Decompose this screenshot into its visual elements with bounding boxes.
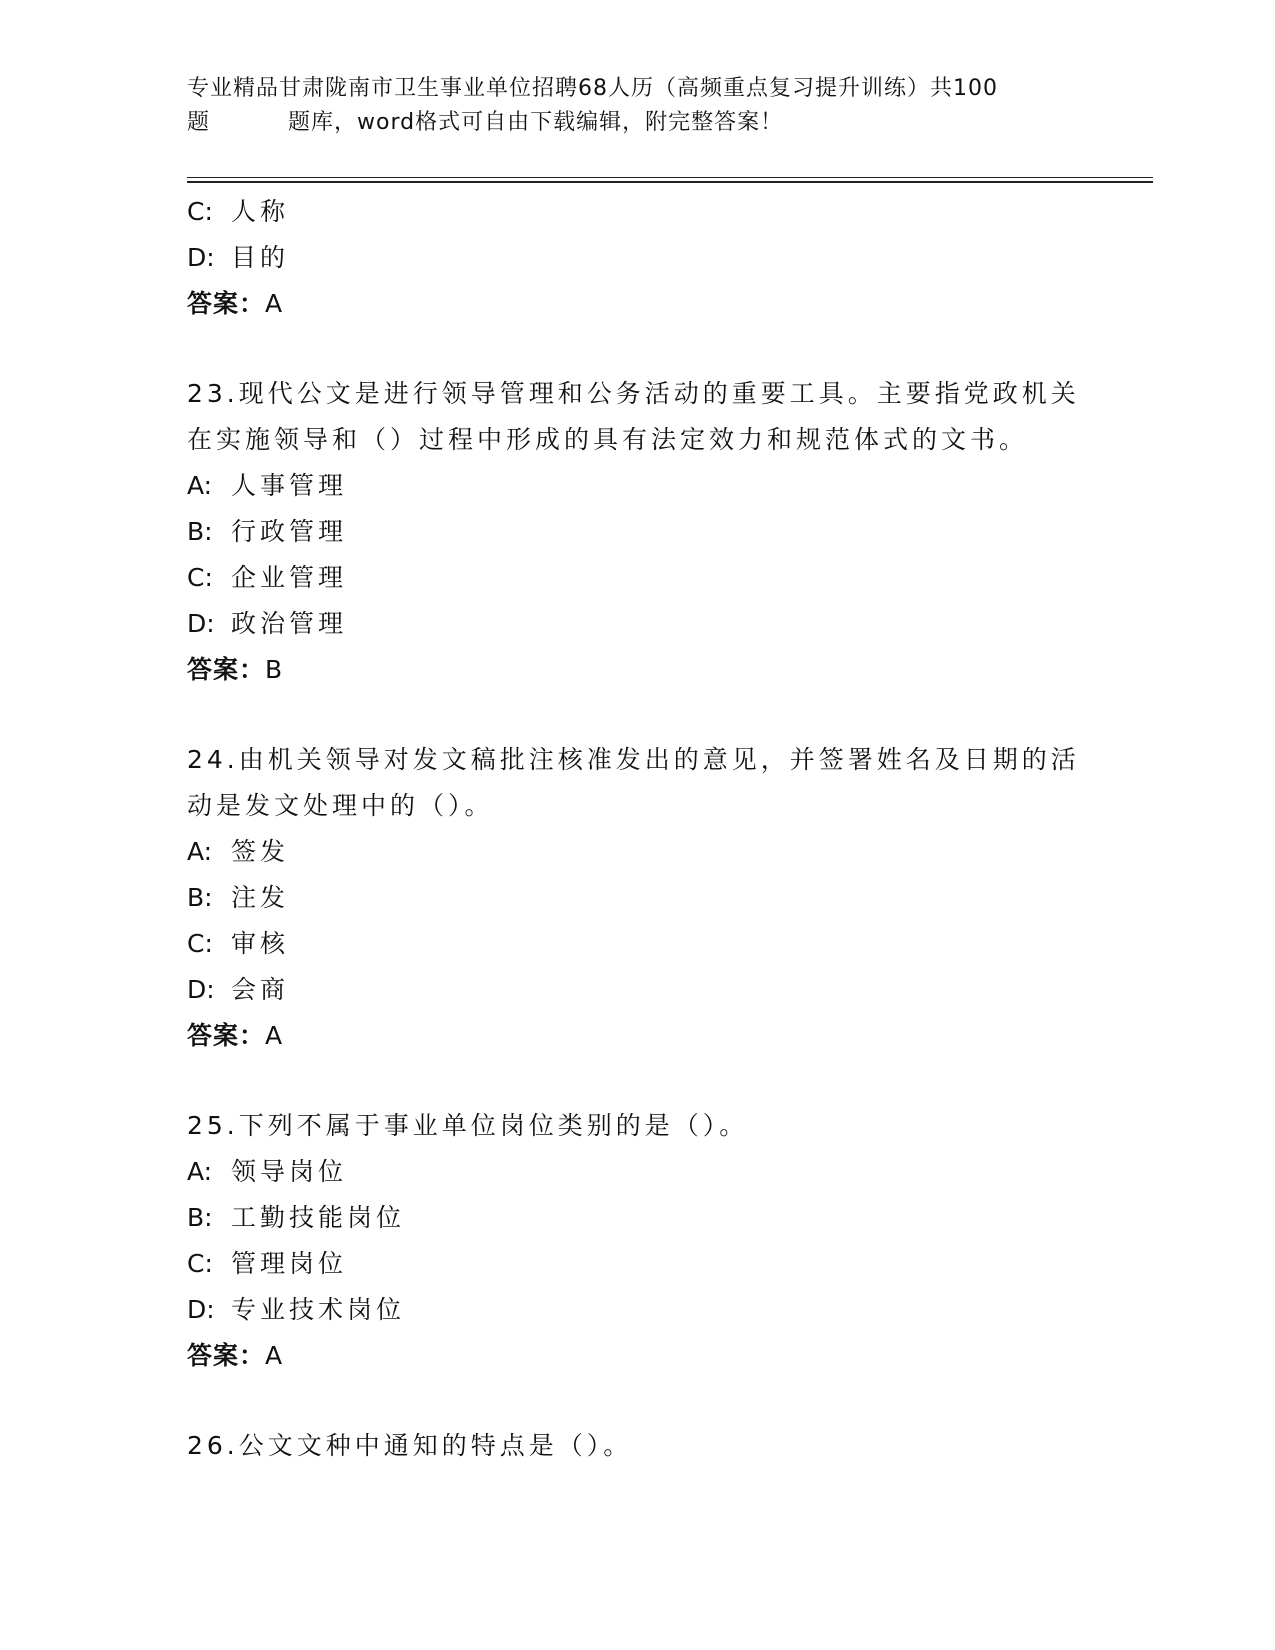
question-stem-line: 26.公文文种中通知的特点是（）。 [187,1431,633,1460]
answer-value: A [265,1021,284,1050]
option-text: 企业管理 [231,563,348,592]
option-a [187,463,1087,509]
header-divider-thick [187,181,1153,183]
option-text: 人事管理 [231,471,348,500]
option-c [187,189,1087,235]
question-stem-line: 25.下列不属于事业单位岗位类别的是（）。 [187,1111,749,1140]
question-stem-line: 动是发文处理中的（）。 [187,791,494,820]
option-letter: C: [187,563,213,592]
option-text: 政治管理 [231,609,348,638]
question-23 [187,371,1087,693]
answer-label: 答案： [187,1341,266,1370]
continued-question [187,189,1087,327]
option-b [187,1195,1087,1241]
document-header [187,72,1087,140]
spacer [187,1059,1087,1103]
answer-line [187,1333,1087,1379]
header-line-2-tail: 题库，word格式可自由下载编辑，附完整答案！ [288,110,784,135]
question-stem-line: 24.由机关领导对发文稿批注核准发出的意见，并签署姓名及日期的活 [187,745,1080,774]
option-letter: A: [187,837,213,866]
option-letter: C: [187,197,213,226]
question-26 [187,1423,1087,1469]
option-b [187,509,1087,555]
option-letter: B: [187,1203,213,1232]
spacer [187,327,1087,371]
answer-label: 答案： [187,1021,266,1050]
answer-line [187,281,1087,327]
option-text: 目的 [231,243,290,272]
option-text: 审核 [231,929,290,958]
option-letter: D: [187,609,215,638]
option-letter: C: [187,929,213,958]
option-text: 管理岗位 [231,1249,348,1278]
option-text: 工勤技能岗位 [231,1203,406,1232]
answer-value: A [265,289,284,318]
answer-value: B [265,655,284,684]
option-d [187,235,1087,281]
option-a [187,1149,1087,1195]
option-letter: D: [187,1295,215,1324]
option-text: 专业技术岗位 [231,1295,406,1324]
option-text: 会商 [231,975,290,1004]
option-a [187,829,1087,875]
option-c [187,921,1087,967]
option-c [187,555,1087,601]
header-line-1: 专业精品甘肃陇南市卫生事业单位招聘68人历（高频重点复习提升训练）共100 [187,76,998,101]
spacer [187,693,1087,737]
option-text: 领导岗位 [231,1157,348,1186]
question-stem-line: 在实施领导和（）过程中形成的具有法定效力和规范体式的文书。 [187,425,1029,454]
answer-label: 答案： [187,655,266,684]
option-letter: D: [187,243,215,272]
option-text: 行政管理 [231,517,348,546]
option-letter: B: [187,517,213,546]
question-stem-line: 23.现代公文是进行领导管理和公务活动的重要工具。主要指党政机关 [187,379,1080,408]
document-body [187,189,1087,1469]
question-25 [187,1103,1087,1379]
option-text: 注发 [231,883,290,912]
spacer [187,1379,1087,1423]
option-letter: A: [187,1157,213,1186]
option-d [187,601,1087,647]
answer-label: 答案： [187,289,266,318]
option-d [187,1287,1087,1333]
option-text: 签发 [231,837,290,866]
option-d [187,967,1087,1013]
option-letter: A: [187,471,213,500]
header-divider-thin [187,177,1153,178]
header-line-2 [187,106,1087,140]
option-letter: C: [187,1249,213,1278]
question-24 [187,737,1087,1059]
header-line-2-head: 题 [187,110,211,135]
answer-line [187,1013,1087,1059]
answer-value: A [265,1341,284,1370]
option-letter: D: [187,975,215,1004]
answer-line [187,647,1087,693]
option-c [187,1241,1087,1287]
option-text: 人称 [231,197,290,226]
option-b [187,875,1087,921]
option-letter: B: [187,883,213,912]
